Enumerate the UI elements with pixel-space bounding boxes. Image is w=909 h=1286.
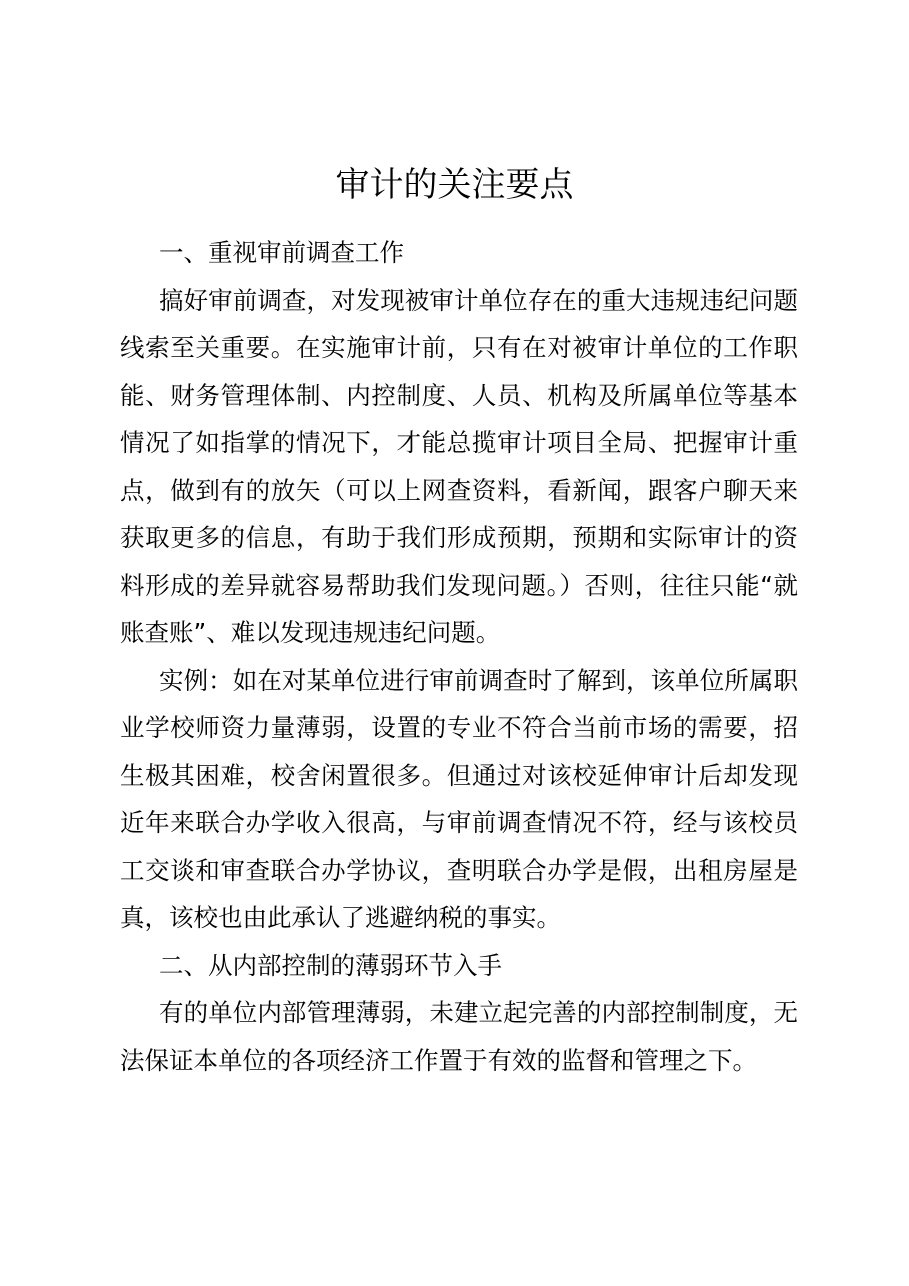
paragraph-example: 实例：如在对某单位进行审前调查时了解到，该单位所属职业学校师资力量薄弱，设置的专业不符合当前市场的需要，招生极其困难，校舍闲置很多。但通过对该校延伸审计后却发现近年来联合办学收入很高，与审前调查情况不符，经与该校员工交谈和审查联合办学协议，查明联合办学是假，出租房屋是真，该校也由此承认了逃避纳税的事实。 <box>120 665 798 932</box>
document-body <box>120 229 798 1084</box>
section-heading-1: 一、重视审前调查工作 <box>159 238 404 267</box>
paragraph-1: 搞好审前调查，对发现被审计单位存在的重大违规违纪问题线索至关重要。在实施审计前，只有在对被审计单位的工作职能、财务管理体制、内控制度、人员、机构及所属单位等基本情况了如指掌的情况下，才能总揽审计项目全局、把握审计重点，做到有的放矢（可以上网查资料，看新闻，跟客户聊天来获取更多的信息，有助于我们形成预期，预期和实际审计的资料形成的差异就容易帮助我们发现问题。）否则，往往只能“就账查账”、难以发现违规违纪问题。 <box>120 285 798 647</box>
section-heading-2: 二、从内部控制的薄弱环节入手 <box>159 950 502 980</box>
document-title: 审计的关注要点 <box>335 165 574 205</box>
paragraph-3: 有的单位内部管理薄弱，未建立起完善的内部控制制度，无法保证本单位的各项经济工作置于有效的监督和管理之下。 <box>120 998 798 1075</box>
